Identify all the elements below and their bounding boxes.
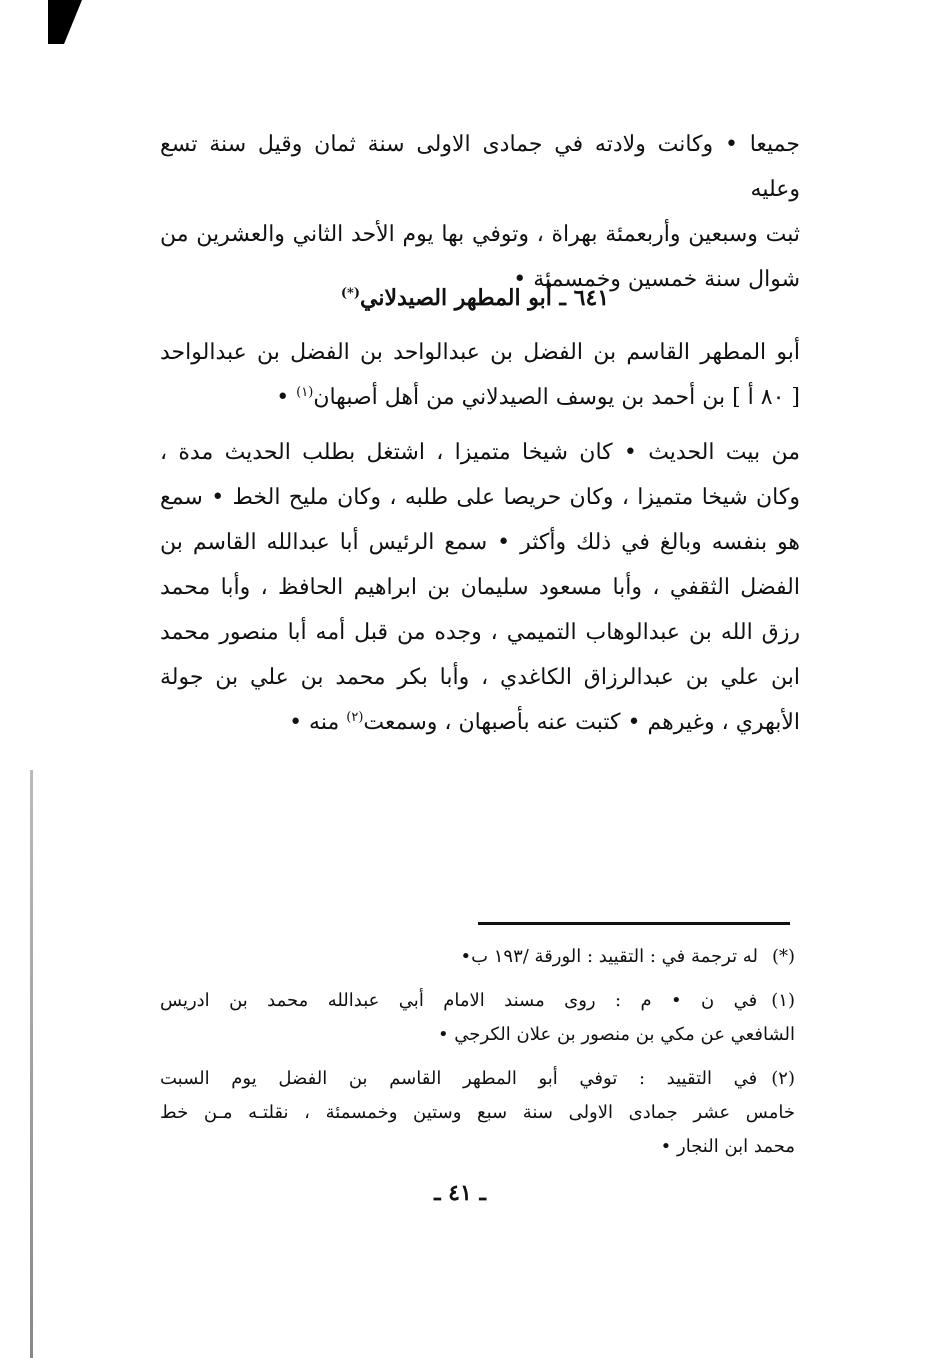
footnote-line: محمد ابن النجار •: [660, 1136, 795, 1157]
footnote-2: [160, 1062, 795, 1164]
footnote-marker: (٢): [771, 1068, 795, 1089]
name-line: [160, 375, 800, 420]
bio-line-end: منه •: [289, 710, 347, 735]
entry-title: ٦٤١ ـ أبو المطهر الصيدلاني: [360, 285, 610, 311]
page-number: ـ ٤١ ـ: [434, 1180, 486, 1206]
name-line: أبو المطهر القاسم بن الفضل بن عبدالواحد بن الفضل بن عبدالواحد: [160, 340, 800, 365]
intro-line: ثبت وسبعين وأربعمئة بهراة ، وتوفي بها يوم الأحد الثاني والعشرين من: [160, 222, 800, 247]
bio-line-text: الأبهري ، وغيرهم • كتبت عنه بأصبهان ، وسمعت: [363, 710, 800, 735]
name-footnote-mark: (١): [296, 385, 314, 400]
footnote-text: في التقييد : توفي أبو المطهر القاسم بن الفضل يوم السبت: [160, 1068, 758, 1089]
bio-footnote-mark: (٢): [346, 710, 364, 725]
bio-line: وكان شيخا متميزا ، وكان حريصا على طلبه ، وكان مليح الخط • سمع: [160, 485, 800, 510]
name-line-end: •: [276, 385, 297, 410]
bio-line: ابن علي بن عبدالرزاق الكاغدي ، وأبا بكر محمد بن علي بن جولة: [160, 665, 800, 690]
intro-line: جميعا • وكانت ولادته في جمادى الاولى سنة ثمان وقيل سنة تسع وعليه: [160, 132, 800, 202]
bio-line: الفضل الثقفي ، وأبا مسعود سليمان بن ابراهيم الحافظ ، وأبا محمد: [160, 575, 800, 600]
entry-heading: [150, 278, 800, 318]
biography-paragraph: [160, 430, 800, 745]
footnote-marker: (١): [771, 990, 795, 1011]
footnote-text: له ترجمة في : التقييد : الورقة /١٩٣ ب•: [460, 946, 758, 967]
footnote-line: [160, 1062, 795, 1096]
footnote-line: [160, 984, 795, 1018]
name-paragraph: [160, 330, 800, 420]
footnote-separator: [478, 922, 790, 925]
bio-line: رزق الله بن عبدالوهاب التميمي ، وجده من قبل أمه أبا منصور محمد: [160, 620, 800, 645]
scan-corner-mark: [48, 0, 82, 44]
footnote-line: [160, 940, 795, 974]
footnotes: [160, 940, 795, 1174]
intro-line: شوال سنة خمسين وخمسمئة •: [513, 267, 800, 292]
bio-line: من بيت الحديث • كان شيخا متميزا ، اشتغل بطلب الحديث مدة ،: [160, 440, 800, 465]
bio-line: هو بنفسه وبالغ في ذلك وأكثر • سمع الرئيس أبا عبدالله القاسم بن: [160, 530, 800, 555]
footnote-line: خامس عشر جمادى الاولى سنة سبع وستين وخمسمئة ، نقلتـه مـن خط: [160, 1102, 795, 1123]
footnote-text: في ن • م : روى مسند الامام أبي عبدالله محمد بن ادريس: [160, 990, 758, 1011]
footnote-1: [160, 984, 795, 1052]
footnote-marker: (*): [771, 946, 795, 967]
scan-edge-line: [30, 770, 33, 1358]
footnote-star: [160, 940, 795, 974]
intro-paragraph: [160, 122, 800, 302]
bio-line: [160, 700, 800, 745]
entry-title-footnote-mark: (*): [340, 286, 360, 301]
footnote-line: الشافعي عن مكي بن منصور بن علان الكرجي •: [437, 1024, 795, 1045]
name-line-text: [ ٨٠ أ ] بن أحمد بن يوسف الصيدلاني من أهل أصبهان: [313, 385, 800, 410]
